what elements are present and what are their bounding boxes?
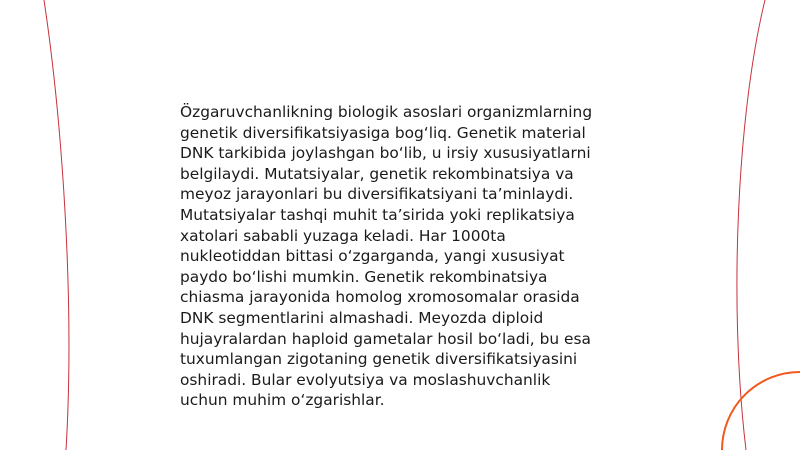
orange-circle-arc (722, 372, 800, 450)
body-paragraph: Özgaruvchanlikning biologik asoslari organizmlarning genetik diversifikatsiyasiga bog‘liq. Genetik material DNK tarkibida joylashgan bo‘lib, u irsiy xususiyatlarni belgilaydi. Mutatsiyalar, genetik rekombinatsiya va meyoz jarayonlari bu diversifikatsiyani ta’minlaydi. Mutatsiyalar tashqi muhit ta’sirida yoki replikatsiya xatolari sababli yuzaga keladi. Har 1000ta nukleotiddan bittasi o‘zgarganda, yangi xususiyat paydo bo‘lishi mumkin. Genetik rekombinatsiya chiasma jarayonida homolog xromosomalar orasida DNK segmentlarini almashadi. Meyozda diploid hujayralardan haploid gametalar hosil bo‘ladi, bu esa tuxumlangan zigotaning genetik diversifikatsiyasini oshiradi. Bular evolyutsiya va moslashuvchanlik uchun muhim o‘zgarishlar. (180, 103, 593, 410)
left-thin-arc (44, 0, 69, 450)
